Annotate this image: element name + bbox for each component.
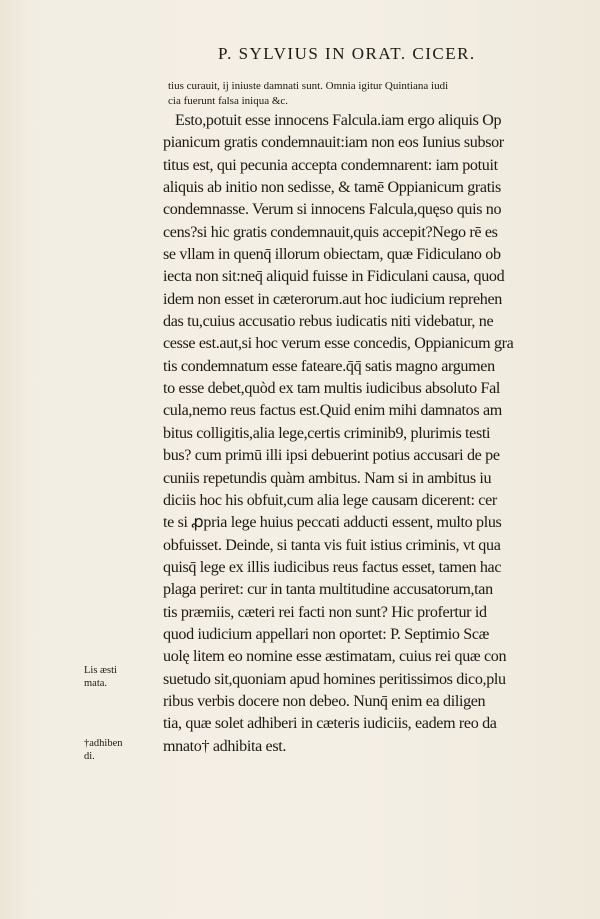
body-line: bitus colligitis,alia lege,certis criminib9, plurimis testi xyxy=(163,424,491,442)
margin-note-line: †adhiben xyxy=(84,738,123,749)
body-line: cula,nemo reus factus est.Quid enim mihi damnatos am xyxy=(163,402,502,420)
body-line: obfuisset. Deinde, si tanta vis fuit istius criminis, vt qua xyxy=(163,536,501,554)
body-line: ribus verbis docere non debeo. Nunq̄ enim ea diligen xyxy=(163,692,486,710)
body-line: condemnasse. Verum si innocens Falcula,quęso quis no xyxy=(163,201,502,219)
body-line: cuniis repetundis quàm ambitus. Nam si in ambitus iu xyxy=(163,469,492,487)
body-line: pianicum gratis condemnauit:iam non eos Iunius subsor xyxy=(163,134,504,152)
margin-note-line: mata. xyxy=(84,678,108,689)
continuation-text xyxy=(168,79,568,109)
body-line: iecta non sit:neq̄ aliquid fuisse in Fidiculani causa, quod xyxy=(163,268,505,286)
body-line: Esto,potuit esse innocens Falcula.iam ergo aliquis Op xyxy=(175,112,502,129)
body-line: tis condemnatum esse fateare.q̄q̄ satis magno argumen xyxy=(163,357,495,375)
body-line: aliquis ab initio non sedisse, & tamē Oppianicum gratis xyxy=(163,179,501,197)
body-line: suetudo sit,quoniam apud homines peritissimos dico,plu xyxy=(163,670,506,688)
margin-note-adhibendi xyxy=(84,737,152,763)
body-line: tia, quæ solet adhiberi in cæteris iudiciis, eadem reo da xyxy=(163,715,497,733)
running-header: P. SYLVIUS IN ORAT. CICER. xyxy=(218,44,476,63)
body-line: plaga periret: cur in tanta multitudine accusatorum,tan xyxy=(163,581,493,599)
margin-note-lis-aestimata xyxy=(84,664,152,690)
body-line: uolę litem eo nomine esse æstimatam, cuius rei quæ con xyxy=(163,648,507,666)
body-line: idem non esset in cæterorum.aut hoc iudicium reprehen xyxy=(163,290,502,308)
body-line: quod iudicium appellari non oportet: P. Septimio Scæ xyxy=(163,625,490,643)
body-line: se vllam in quenq̄ illorum obiectam, quæ Fidiculano ob xyxy=(163,246,501,264)
body-line: diciis hoc his obfuit,cum alia lege causam dicerent: cer xyxy=(163,491,497,509)
margin-note-line: di. xyxy=(84,751,95,762)
body-line: to esse debet,quòd ex tam multis iudicibus absoluto Fal xyxy=(163,380,501,398)
body-line: cens?si hic gratis condemnauit,quis accepit?Nego rē es xyxy=(163,223,498,241)
continuation-line: tius curauit, ij iniuste damnati sunt. Omnia igitur Quintiana iudi xyxy=(168,80,449,92)
body-line: titus est, qui pecunia accepta condemnarent: iam potuit xyxy=(163,156,498,174)
continuation-line: cia fuerunt falsa iniqua &c. xyxy=(168,95,289,107)
body-line: te si ꝓpria lege huius peccati adducti essent, multo plus xyxy=(163,514,502,532)
margin-note-line: Lis æsti xyxy=(84,665,117,676)
body-line: bus? cum primū illi ipsi debuerint potius accusari de pe xyxy=(163,447,500,465)
body-line: mnato† adhibita est. xyxy=(163,737,287,755)
body-line: das tu,cuius accusatio rebus iudicatis niti videbatur, ne xyxy=(163,313,494,331)
body-text xyxy=(163,110,581,758)
body-line: quisq̄ lege ex illis iudicibus reus factus esset, tamen hac xyxy=(163,558,502,576)
body-line: tis præmiis, cæteri rei facti non sunt? Hic profertur id xyxy=(163,603,487,621)
body-line: cesse est.aut,si hoc verum esse concedis, Oppianicum gra xyxy=(163,335,514,353)
